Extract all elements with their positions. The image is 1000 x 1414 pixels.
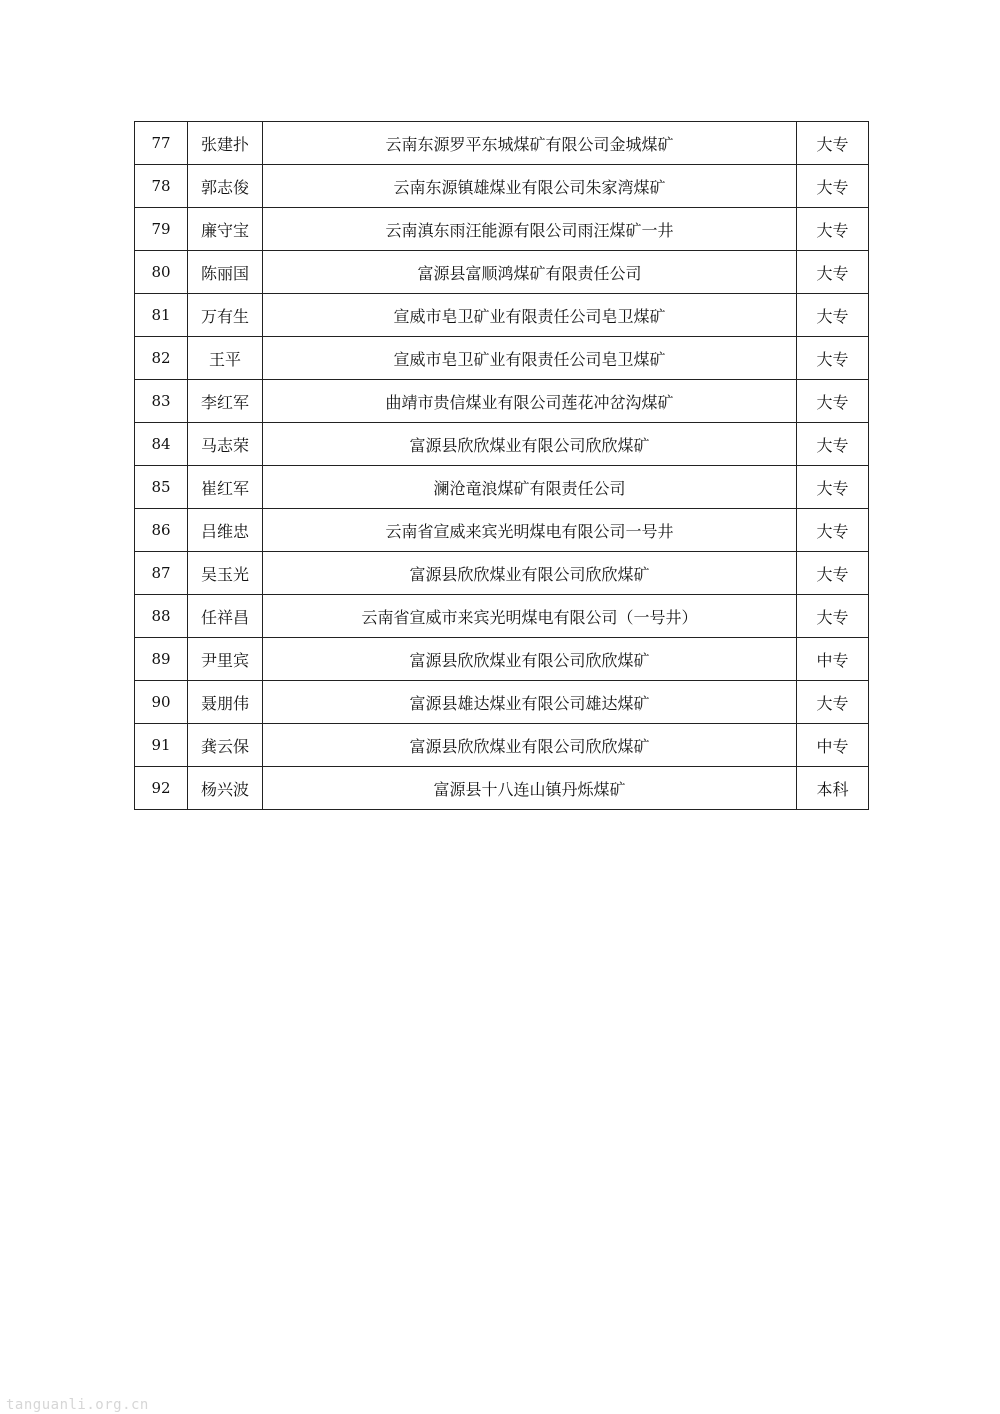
organization-cell: 富源县雄达煤业有限公司雄达煤矿 <box>263 681 797 724</box>
education-cell: 中专 <box>797 724 869 767</box>
education-cell: 大专 <box>797 552 869 595</box>
organization-cell: 云南省宣威市来宾光明煤电有限公司（一号井） <box>263 595 797 638</box>
serial-number-cell: 83 <box>135 380 188 423</box>
organization-cell: 富源县欣欣煤业有限公司欣欣煤矿 <box>263 638 797 681</box>
table-row <box>135 552 869 595</box>
education-cell: 大专 <box>797 681 869 724</box>
table-row <box>135 423 869 466</box>
serial-number-cell: 90 <box>135 681 188 724</box>
organization-cell: 富源县欣欣煤业有限公司欣欣煤矿 <box>263 552 797 595</box>
education-cell: 大专 <box>797 294 869 337</box>
table-row <box>135 681 869 724</box>
name-cell: 郭志俊 <box>188 165 263 208</box>
serial-number-cell: 82 <box>135 337 188 380</box>
name-cell: 尹里宾 <box>188 638 263 681</box>
education-cell: 大专 <box>797 380 869 423</box>
name-cell: 崔红军 <box>188 466 263 509</box>
education-cell: 大专 <box>797 337 869 380</box>
name-cell: 李红军 <box>188 380 263 423</box>
name-cell: 任祥昌 <box>188 595 263 638</box>
education-cell: 大专 <box>797 165 869 208</box>
name-cell: 吴玉光 <box>188 552 263 595</box>
education-cell: 中专 <box>797 638 869 681</box>
organization-cell: 澜沧竜浪煤矿有限责任公司 <box>263 466 797 509</box>
education-cell: 大专 <box>797 251 869 294</box>
education-cell: 大专 <box>797 423 869 466</box>
serial-number-cell: 91 <box>135 724 188 767</box>
name-cell: 吕维忠 <box>188 509 263 552</box>
name-cell: 廉守宝 <box>188 208 263 251</box>
name-cell: 聂朋伟 <box>188 681 263 724</box>
table-row <box>135 165 869 208</box>
organization-cell: 富源县欣欣煤业有限公司欣欣煤矿 <box>263 724 797 767</box>
table-row <box>135 767 869 810</box>
education-cell: 大专 <box>797 595 869 638</box>
serial-number-cell: 81 <box>135 294 188 337</box>
table-row <box>135 122 869 165</box>
serial-number-cell: 86 <box>135 509 188 552</box>
education-cell: 大专 <box>797 466 869 509</box>
organization-cell: 宣威市皂卫矿业有限责任公司皂卫煤矿 <box>263 337 797 380</box>
table-row <box>135 595 869 638</box>
organization-cell: 云南东源镇雄煤业有限公司朱家湾煤矿 <box>263 165 797 208</box>
serial-number-cell: 89 <box>135 638 188 681</box>
table-row <box>135 724 869 767</box>
table-row <box>135 509 869 552</box>
serial-number-cell: 84 <box>135 423 188 466</box>
serial-number-cell: 88 <box>135 595 188 638</box>
serial-number-cell: 92 <box>135 767 188 810</box>
table-row <box>135 208 869 251</box>
name-cell: 陈丽国 <box>188 251 263 294</box>
roster-table <box>134 121 869 810</box>
serial-number-cell: 77 <box>135 122 188 165</box>
serial-number-cell: 85 <box>135 466 188 509</box>
table-row <box>135 337 869 380</box>
table-row <box>135 466 869 509</box>
table-row <box>135 638 869 681</box>
watermark: tanguanli.org.cn <box>6 1397 149 1413</box>
serial-number-cell: 80 <box>135 251 188 294</box>
name-cell: 马志荣 <box>188 423 263 466</box>
name-cell: 张建扑 <box>188 122 263 165</box>
organization-cell: 云南东源罗平东城煤矿有限公司金城煤矿 <box>263 122 797 165</box>
serial-number-cell: 87 <box>135 552 188 595</box>
serial-number-cell: 79 <box>135 208 188 251</box>
organization-cell: 云南省宣威来宾光明煤电有限公司一号井 <box>263 509 797 552</box>
organization-cell: 云南滇东雨汪能源有限公司雨汪煤矿一井 <box>263 208 797 251</box>
roster-table-body <box>135 122 869 810</box>
organization-cell: 宣威市皂卫矿业有限责任公司皂卫煤矿 <box>263 294 797 337</box>
name-cell: 龚云保 <box>188 724 263 767</box>
organization-cell: 富源县十八连山镇丹烁煤矿 <box>263 767 797 810</box>
table-row <box>135 251 869 294</box>
education-cell: 本科 <box>797 767 869 810</box>
organization-cell: 曲靖市贵信煤业有限公司莲花冲岔沟煤矿 <box>263 380 797 423</box>
table-row <box>135 294 869 337</box>
organization-cell: 富源县富顺鸿煤矿有限责任公司 <box>263 251 797 294</box>
name-cell: 万有生 <box>188 294 263 337</box>
name-cell: 王平 <box>188 337 263 380</box>
education-cell: 大专 <box>797 122 869 165</box>
table-row <box>135 380 869 423</box>
serial-number-cell: 78 <box>135 165 188 208</box>
name-cell: 杨兴波 <box>188 767 263 810</box>
organization-cell: 富源县欣欣煤业有限公司欣欣煤矿 <box>263 423 797 466</box>
education-cell: 大专 <box>797 509 869 552</box>
education-cell: 大专 <box>797 208 869 251</box>
